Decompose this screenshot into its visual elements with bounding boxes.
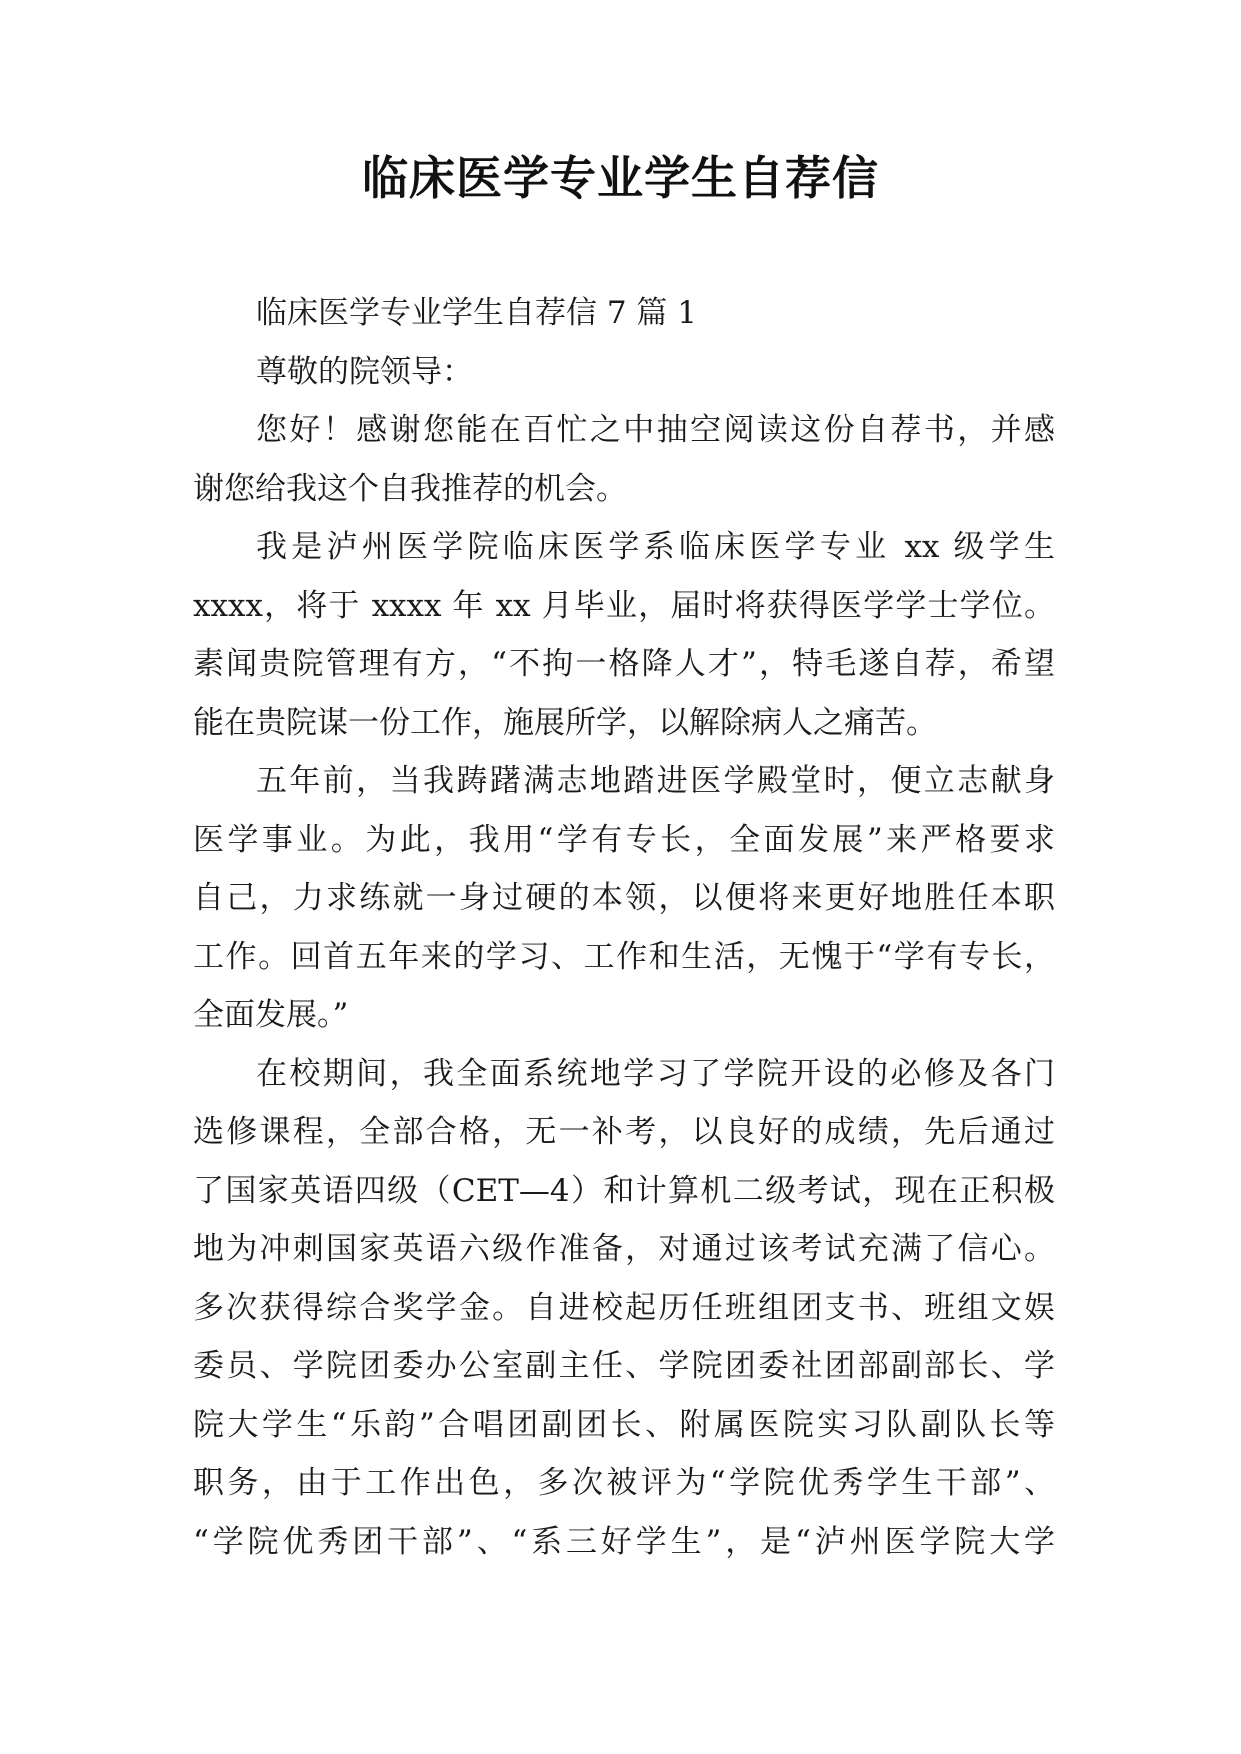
body-line: 谢您给我这个自我推荐的机会。 [193, 470, 627, 507]
body-line: 医学事业。为此，我用“学有专长，全面发展”来严格要求 [193, 821, 1055, 858]
body-line: 临床医学专业学生自荐信 7 篇 1 [256, 295, 698, 331]
body-line: 能在贵院谋一份工作，施展所学，以解除病人之痛苦。 [193, 704, 937, 741]
body-line: 在校期间，我全面系统地学习了学院开设的必修及各门 [256, 1055, 1055, 1092]
body-line: 选修课程，全部合格，无一补考，以良好的成绩，先后通过 [193, 1114, 1055, 1150]
document-body [193, 284, 1055, 1571]
document-title: 临床医学专业学生自荐信 [362, 151, 879, 205]
body-line: 委员、学院团委办公室副主任、学院团委社团部副部长、学 [193, 1348, 1055, 1384]
body-line: 我是泸州医学院临床医学系临床医学专业 xx 级学生 [256, 529, 1055, 565]
body-line: 尊敬的院领导： [256, 353, 473, 390]
body-line: 工作。回首五年来的学习、工作和生活，无愧于“学有专长， [193, 938, 1055, 975]
body-line: 自己，力求练就一身过硬的本领，以便将来更好地胜任本职 [193, 880, 1055, 916]
body-line: 地为冲刺国家英语六级作准备，对通过该考试充满了信心。 [193, 1231, 1055, 1267]
body-line: 五年前，当我踌躇满志地踏进医学殿堂时，便立志献身 [256, 763, 1055, 799]
body-line: 了国家英语四级（CET—4）和计算机二级考试，现在正积极 [193, 1172, 1055, 1209]
body-line: 素闻贵院管理有方，“不拘一格降人才”，特毛遂自荐，希望 [193, 646, 1055, 682]
body-line: xxxx，将于 xxxx 年 xx 月毕业，届时将获得医学学士学位。 [193, 587, 1055, 624]
body-line: “学院优秀团干部”、“系三好学生”，是“泸州医学院大学 [193, 1523, 1055, 1560]
body-line: 多次获得综合奖学金。自进校起历任班组团支书、班组文娱 [193, 1289, 1055, 1326]
body-line: 您好！感谢您能在百忙之中抽空阅读这份自荐书，并感 [256, 412, 1055, 448]
body-line: 职务，由于工作出色，多次被评为“学院优秀学生干部”、 [193, 1465, 1055, 1501]
body-line: 院大学生“乐韵”合唱团副团长、附属医院实习队副队长等 [193, 1406, 1055, 1443]
body-line: 全面发展。” [193, 997, 349, 1033]
